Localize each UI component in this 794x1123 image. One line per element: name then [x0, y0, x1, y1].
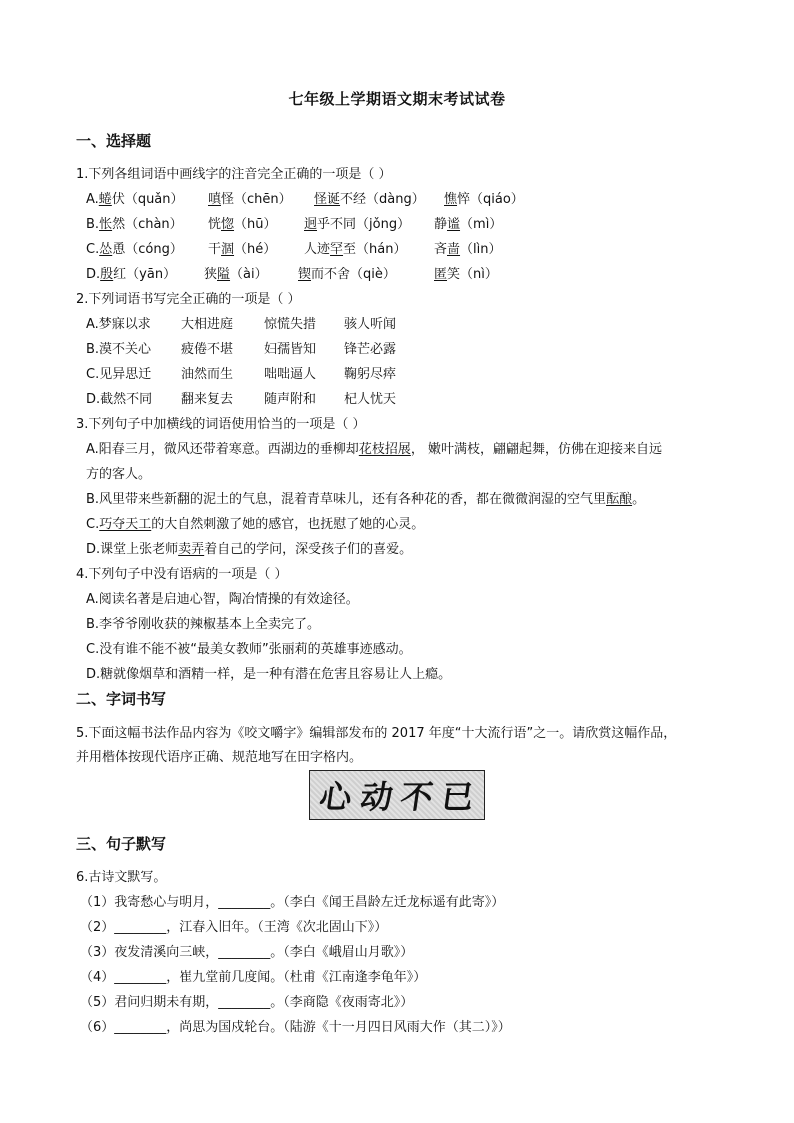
question-4-option-d: D.糖就像烟草和酒精一样，是一种有潜在危害且容易让人上瘾。: [86, 667, 452, 682]
question-3-stem: 3.下列句子中加横线的词语使用恰当的一项是（ ）: [76, 417, 366, 432]
question-6-stem: 6.古诗文默写。: [76, 870, 167, 885]
question-1-option-d: D.殷红（yān） 狭隘（ài） 锲而不舍（qiè） 匿笑（nì）: [86, 267, 498, 282]
calligraphy-char: 动: [357, 778, 396, 816]
question-1-option-a: A.蜷伏（quǎn） 嗔怪（chēn） 怪诞不经（dàng） 憔悴（qiáo）: [86, 192, 524, 207]
question-4-option-a: A.阅读名著是启迪心智，陶冶情操的有效途径。: [86, 592, 359, 607]
calligraphy-image: [309, 770, 485, 820]
question-3-option-d: D.课堂上张老师卖弄着自己的学问，深受孩子们的喜爱。: [86, 542, 413, 557]
question-3-option-c: C.巧夺天工的大自然刺激了她的感官，也抚慰了她的心灵。: [86, 517, 425, 532]
question-2-option-c: C.见异思迁 油然而生 咄咄逼人 鞠躬尽瘁: [86, 367, 397, 382]
question-2-option-d: D.截然不同 翻来复去 随声附和 杞人忧天: [86, 392, 397, 407]
question-6-line: （3）夜发清溪向三峡，________。（李白《峨眉山月歌》）: [80, 945, 414, 960]
section-heading-recitation: 三、句子默写: [76, 835, 167, 853]
question-6-line: （5）君问归期未有期，________。（李商隐《夜雨寄北》）: [80, 995, 414, 1010]
question-2-option-b: B.漠不关心 疲倦不堪 妇孺皆知 锋芒必露: [86, 342, 397, 357]
question-3-option-a: A.阳春三月，微风还带着寒意。西湖边的垂柳却花枝招展， 嫩叶满枝，翩翩起舞，仿佛在迎接来自远: [86, 442, 662, 457]
question-2-option-a: A.梦寐以求 大相进庭 惊慌失措 骇人听闻: [86, 317, 397, 332]
calligraphy-char: 心: [317, 778, 355, 816]
question-3-option-a-cont: 方的客人。: [86, 467, 152, 482]
question-6-line: （1）我寄愁心与明月，________。（李白《闻王昌龄左迁龙标遥有此寄》）: [80, 895, 505, 910]
question-4-option-c: C.没有谁不能不被“最美女教师”张丽莉的英雄事迹感动。: [86, 642, 412, 657]
question-3-option-b: B.风里带来些新翻的泥土的气息，混着青草味儿，还有各种花的香，都在微微润湿的空气里酝酿。: [86, 492, 646, 507]
question-4-stem: 4.下列句子中没有语病的一项是（ ）: [76, 567, 288, 582]
question-6-line: （4）________，崔九堂前几度闻。（杜甫《江南逢李龟年》）: [80, 970, 427, 985]
question-4-option-b: B.李爷爷刚收获的辣椒基本上全卖完了。: [86, 617, 321, 632]
question-1-option-b: B.怅然（chàn） 恍惚（hū） 迥乎不同（jǒng） 静谧（mì）: [86, 217, 503, 232]
question-1-option-c: C.怂恿（cóng） 干涸（hé） 人迹罕至（hán） 吝啬（lìn）: [86, 242, 502, 257]
section-heading-writing: 二、字词书写: [76, 690, 167, 708]
page-title: 七年级上学期语文期末考试试卷: [288, 90, 506, 108]
question-6-line: （2）________，江春入旧年。（王湾《次北固山下》）: [80, 920, 388, 935]
question-2-stem: 2.下列词语书写完全正确的一项是（ ）: [76, 292, 301, 307]
calligraphy-char: 不: [398, 778, 436, 816]
question-1-stem: 1.下列各组词语中画线字的注音完全正确的一项是（ ）: [76, 167, 392, 182]
question-5-line-2: 并用楷体按现代语序正确、规范地写在田字格内。: [76, 750, 363, 765]
question-6-line: （6）________，尚思为国戍轮台。（陆游《十一月四日风雨大作（其二）》）: [80, 1020, 511, 1035]
calligraphy-char: 已: [438, 778, 477, 816]
section-heading-choice: 一、选择题: [76, 132, 152, 150]
question-5-line-1: 5.下面这幅书法作品内容为《咬文嚼字》编辑部发布的 2017 年度“十大流行语”之一。请欣赏这幅作品，: [76, 726, 677, 741]
